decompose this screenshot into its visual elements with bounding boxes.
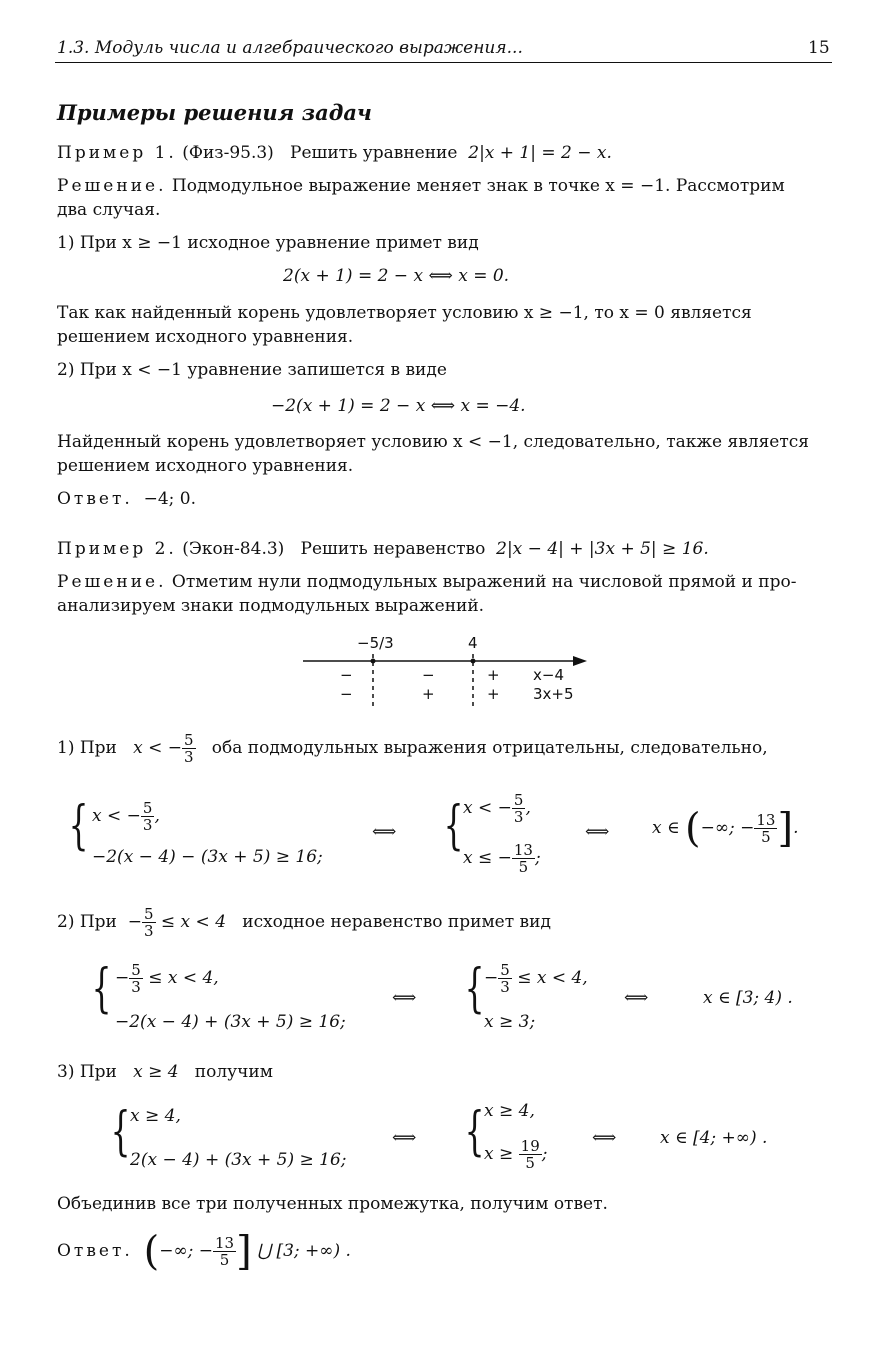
system-brace: { xyxy=(91,959,112,1019)
solution-line: два случая. xyxy=(57,200,161,220)
system-row: x ≤ − $\frac{13}{5}$ ; xyxy=(463,841,541,876)
system-row: x < − $\frac{5}{3}$ , xyxy=(463,791,531,826)
running-header: 1.3. Модуль числа и алгебраического выражения... xyxy=(57,38,523,58)
example-1-statement xyxy=(57,143,612,163)
solution-line: Решение. Подмодульное выражение меняет знак в точке x = −1. Рассмотрим xyxy=(57,176,785,196)
case-line: 2) При x < −1 уравнение запишется в виде xyxy=(57,360,447,380)
example-2-statement xyxy=(57,539,709,559)
example-source: (Физ-95.3) xyxy=(182,143,274,163)
text-line: Объединив все три полученных промежутка, получим ответ. xyxy=(57,1194,608,1214)
equivalence-symbol: ⟺ xyxy=(372,822,397,842)
system-brace: { xyxy=(464,959,485,1019)
system-row: −2(x − 4) − (3x + 5) ≥ 16; xyxy=(92,847,323,867)
sign-label: − xyxy=(340,685,353,703)
point-marker xyxy=(471,659,476,664)
point-marker xyxy=(371,659,376,664)
text-line: Так как найденный корень удовлетворяет условию x ≥ −1, то x = 0 является xyxy=(57,303,752,323)
system-brace: { xyxy=(443,796,464,856)
example-task: Решить неравенство xyxy=(300,539,486,559)
system-brace: { xyxy=(464,1102,485,1162)
example-equation: 2|x − 4| + |3x + 5| ≥ 16. xyxy=(496,539,709,559)
point-label: 4 xyxy=(468,634,478,652)
system-row: x ≥ $\frac{19}{5}$ ; xyxy=(484,1137,548,1172)
system-row: −2(x − 4) + (3x + 5) ≥ 16; xyxy=(115,1012,346,1032)
point-label: −5/3 xyxy=(357,634,394,652)
sign-label: + xyxy=(487,666,500,684)
case-line: 2) При − $\frac{5}{3}$ ≤ x < 4 исходное неравенство примет вид xyxy=(57,905,551,940)
example-task: Решить уравнение xyxy=(290,143,458,163)
system-row: x ≥ 4, xyxy=(130,1106,181,1126)
example-equation: 2|x + 1| = 2 − x. xyxy=(468,143,612,163)
result-interval: x ∈ [3; 4) . xyxy=(703,988,793,1008)
system-row: 2(x − 4) + (3x + 5) ≥ 16; xyxy=(130,1150,347,1170)
display-equation: −2(x + 1) = 2 − x ⟺ x = −4. xyxy=(271,396,526,416)
case-line: 1) При x < − $\frac{5}{3}$ оба подмодульных выражения отрицательны, следовательно, xyxy=(57,731,768,766)
sign-label: − xyxy=(340,666,353,684)
page-number: 15 xyxy=(808,38,830,58)
system-brace: { xyxy=(110,1102,131,1162)
example-source: (Экон-84.3) xyxy=(182,539,285,559)
sign-label: + xyxy=(422,685,435,703)
result-interval: x ∈ [4; +∞) . xyxy=(660,1128,768,1148)
section-heading: Примеры решения задач xyxy=(57,100,372,125)
case-line: 3) При x ≥ 4 получим xyxy=(57,1062,273,1082)
header-rule xyxy=(55,62,832,63)
text-line: решением исходного уравнения. xyxy=(57,327,354,347)
example-label: Пример 1. xyxy=(57,143,177,163)
equivalence-symbol: ⟺ xyxy=(392,988,417,1008)
equivalence-symbol: ⟺ xyxy=(624,988,649,1008)
case-line: 1) При x ≥ −1 исходное уравнение примет вид xyxy=(57,233,479,253)
text-line: решением исходного уравнения. xyxy=(57,456,354,476)
system-row: − $\frac{5}{3}$ ≤ x < 4, xyxy=(115,961,219,996)
solution-line: Решение. Отметим нули подмодульных выражений на числовой прямой и про- xyxy=(57,572,797,592)
answer-line: Ответ. −4; 0. xyxy=(57,489,197,509)
equivalence-symbol: ⟺ xyxy=(592,1128,617,1148)
expression-label: x−4 xyxy=(533,666,564,684)
answer-line: Ответ. (−∞; − $\frac{13}{5}$ ] ⋃ [3; +∞) . xyxy=(57,1228,351,1275)
arrow-head-icon xyxy=(573,656,587,666)
result-interval: x ∈ (−∞; − $\frac{13}{5}$ ]. xyxy=(652,805,799,852)
system-row: x ≥ 3; xyxy=(484,1012,536,1032)
display-equation: 2(x + 1) = 2 − x ⟺ x = 0. xyxy=(283,266,510,286)
system-brace: { xyxy=(68,796,89,856)
sign-label: − xyxy=(422,666,435,684)
system-row: x ≥ 4, xyxy=(484,1101,535,1121)
text-line: Найденный корень удовлетворяет условию x < −1, следовательно, также является xyxy=(57,432,810,452)
system-row: x < − $\frac{5}{3}$ , xyxy=(92,799,160,834)
expression-label: 3x+5 xyxy=(533,685,574,703)
equivalence-symbol: ⟺ xyxy=(392,1128,417,1148)
sign-label: + xyxy=(487,685,500,703)
example-label: Пример 2. xyxy=(57,539,177,559)
equivalence-symbol: ⟺ xyxy=(585,822,610,842)
solution-line: анализируем знаки подмодульных выражений. xyxy=(57,596,485,616)
system-row: − $\frac{5}{3}$ ≤ x < 4, xyxy=(484,961,588,996)
